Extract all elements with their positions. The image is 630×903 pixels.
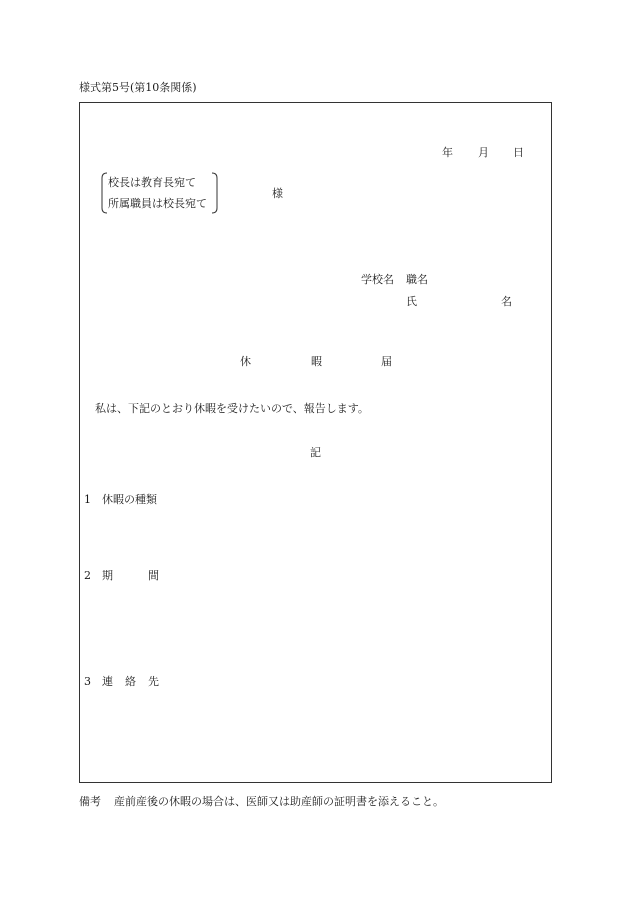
left-bracket [102,173,107,213]
name-label-first: 氏 [406,295,417,308]
date-day-label: 日 [513,146,524,159]
ki-marker: 記 [310,446,321,459]
item-1-label: 休暇の種類 [102,493,157,506]
item-3-label-b: 絡 [125,675,136,688]
form-number-label: 様式第5号(第10条関係) [79,81,197,94]
position-label: 職名 [406,273,428,286]
body-statement: 私は、下記のとおり休暇を受けたいので、報告します。 [95,402,369,415]
date-month-label: 月 [478,146,489,159]
item-3-label-c: 先 [148,675,159,688]
item-1-number: 1 [84,493,91,506]
name-label-last: 名 [501,295,512,308]
item-3-label-a: 連 [102,675,113,688]
item-2-number: 2 [84,569,91,582]
addressee-line-2: 所属職員は校長宛て [108,197,207,210]
title-char-3: 届 [381,355,392,368]
title-char-1: 休 [240,355,251,368]
school-name-label: 学校名 [361,273,394,286]
honorific-sama: 様 [272,187,283,200]
item-2-label-b: 間 [148,569,159,582]
title-char-2: 暇 [311,355,322,368]
remarks-label: 備考 [79,795,101,808]
addressee-block [101,172,218,214]
date-year-label: 年 [442,146,453,159]
right-bracket [212,173,217,213]
remarks-text: 産前産後の休暇の場合は、医師又は助産師の証明書を添えること。 [114,795,444,808]
item-2-label-a: 期 [102,569,113,582]
item-3-number: 3 [84,675,91,688]
addressee-line-1: 校長は教育長宛て [108,176,196,189]
